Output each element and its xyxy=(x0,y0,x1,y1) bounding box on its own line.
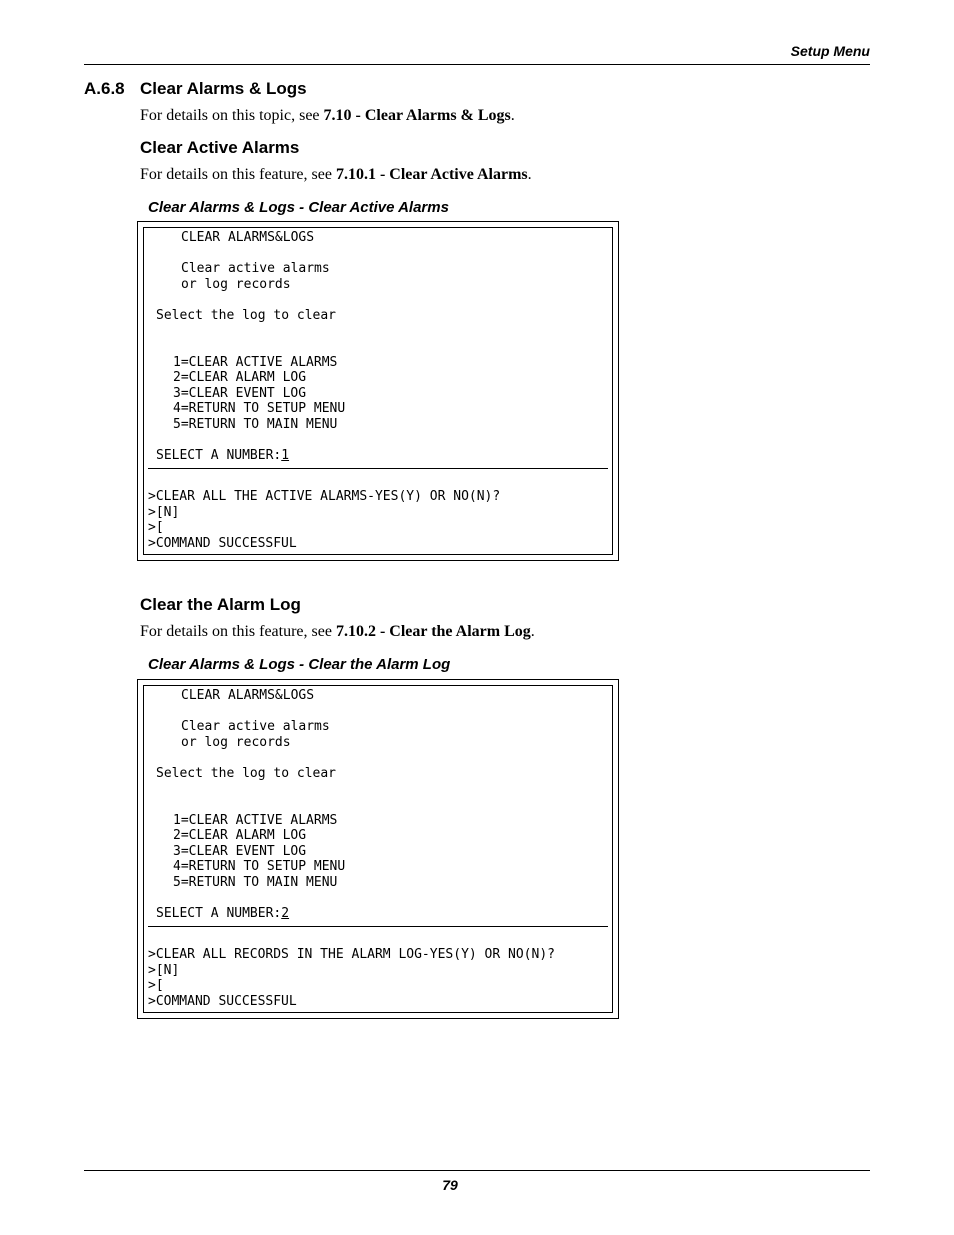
terminal-output: >COMMAND SUCCESSFUL xyxy=(148,536,297,551)
select-value: 2 xyxy=(281,906,290,921)
menu-option: 4=RETURN TO SETUP MENU xyxy=(173,401,346,416)
sub2-suffix: . xyxy=(530,623,535,640)
footer-rule xyxy=(84,1170,870,1171)
select-value: 1 xyxy=(281,448,290,463)
intro-paragraph xyxy=(140,107,515,125)
select-label: SELECT A NUMBER: xyxy=(156,448,282,463)
select-number-line xyxy=(156,448,289,464)
select-label: SELECT A NUMBER: xyxy=(156,906,282,921)
sub1-reference: 7.10.1 - Clear Active Alarms xyxy=(335,166,528,183)
terminal-screen-2 xyxy=(137,679,619,1019)
section-heading xyxy=(84,79,307,99)
header-rule xyxy=(84,64,870,65)
subheading-clear-active-alarms: Clear Active Alarms xyxy=(140,138,300,157)
sub1-text: For details on this feature, see xyxy=(140,166,336,183)
sub1-suffix: . xyxy=(527,166,532,183)
terminal-output: >CLEAR ALL RECORDS IN THE ALARM LOG-YES(Y) OR NO(N)? xyxy=(148,947,555,962)
menu-option: 1=CLEAR ACTIVE ALARMS xyxy=(173,355,338,370)
sub1-paragraph xyxy=(140,166,532,184)
menu-option: 2=CLEAR ALARM LOG xyxy=(173,828,307,843)
terminal-inner-2 xyxy=(143,685,613,1013)
terminal-output: >COMMAND SUCCESSFUL xyxy=(148,994,297,1009)
figure-caption-2: Clear Alarms & Logs - Clear the Alarm Log xyxy=(148,656,451,673)
menu-option: 4=RETURN TO SETUP MENU xyxy=(173,859,346,874)
terminal-prompt: Select the log to clear xyxy=(156,308,337,323)
terminal-output: >[N] xyxy=(148,505,180,520)
intro-reference: 7.10 - Clear Alarms & Logs xyxy=(323,107,511,124)
menu-option: 3=CLEAR EVENT LOG xyxy=(173,386,307,401)
menu-option: 3=CLEAR EVENT LOG xyxy=(173,844,307,859)
menu-option: 5=RETURN TO MAIN MENU xyxy=(173,417,338,432)
terminal-output: >[N] xyxy=(148,963,180,978)
subheading-clear-alarm-log: Clear the Alarm Log xyxy=(140,595,301,614)
intro-text: For details on this topic, see xyxy=(140,107,324,124)
terminal-desc: or log records xyxy=(181,735,291,750)
terminal-prompt: Select the log to clear xyxy=(156,766,337,781)
terminal-separator xyxy=(148,468,608,469)
terminal-output: >[ xyxy=(148,520,164,535)
terminal-desc: Clear active alarms xyxy=(181,261,330,276)
sub2-text: For details on this feature, see xyxy=(140,623,336,640)
terminal-output: >[ xyxy=(148,978,164,993)
terminal-inner-1 xyxy=(143,227,613,555)
menu-option: 2=CLEAR ALARM LOG xyxy=(173,370,307,385)
section-number: A.6.8 xyxy=(84,79,125,98)
page-number: 79 xyxy=(442,1177,458,1193)
terminal-title: CLEAR ALARMS&LOGS xyxy=(181,230,315,245)
terminal-separator xyxy=(148,926,608,927)
menu-option: 1=CLEAR ACTIVE ALARMS xyxy=(173,813,338,828)
terminal-screen-1 xyxy=(137,221,619,561)
menu-option: 5=RETURN TO MAIN MENU xyxy=(173,875,338,890)
sub2-reference: 7.10.2 - Clear the Alarm Log xyxy=(335,623,531,640)
intro-suffix: . xyxy=(510,107,515,124)
terminal-desc: Clear active alarms xyxy=(181,719,330,734)
terminal-desc: or log records xyxy=(181,277,291,292)
sub2-paragraph xyxy=(140,623,535,641)
figure-caption-1: Clear Alarms & Logs - Clear Active Alarms xyxy=(148,199,449,216)
section-title: Clear Alarms & Logs xyxy=(140,79,307,98)
select-number-line xyxy=(156,906,289,922)
terminal-output: >CLEAR ALL THE ACTIVE ALARMS-YES(Y) OR NO(N)? xyxy=(148,489,501,504)
terminal-title: CLEAR ALARMS&LOGS xyxy=(181,688,315,703)
running-header: Setup Menu xyxy=(790,43,870,59)
